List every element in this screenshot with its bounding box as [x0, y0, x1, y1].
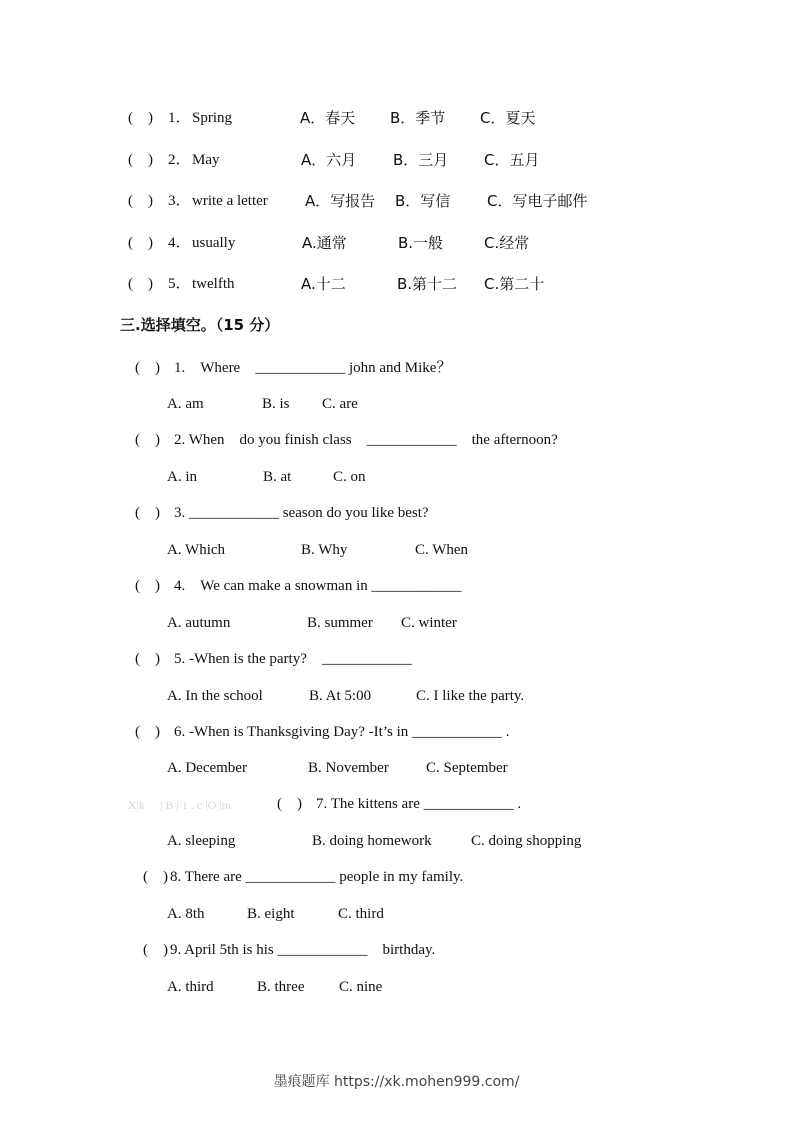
option-a: A.通常	[302, 234, 347, 252]
option-b: B. is	[262, 396, 290, 412]
option-c: C. When	[415, 542, 469, 558]
option-b: B. At 5:00	[309, 688, 372, 704]
question-stem: 6. -When is Thanksgiving Day? -It’s in ____________ .	[174, 724, 510, 740]
question-stem: 4. We can make a snowman in ____________	[174, 578, 462, 594]
option-a: A. sleeping	[167, 833, 236, 849]
option-c: C．五月	[484, 151, 540, 169]
option-c: C. September	[426, 760, 508, 776]
vocab-word: usually	[192, 235, 236, 251]
option-a: A．春天	[300, 109, 356, 127]
option-b: B. summer	[307, 615, 373, 631]
item-number: 4．	[168, 235, 191, 251]
item-number: 5．	[168, 276, 191, 292]
watermark-text: X|k | B | 1 . c |O |m	[128, 798, 232, 812]
option-a: A. Which	[167, 542, 226, 558]
answer-paren: ( )	[128, 193, 153, 209]
answer-paren: ( )	[128, 110, 153, 126]
option-b: B. Why	[301, 542, 348, 558]
question-stem: 3. ____________ season do you like best?	[174, 505, 429, 521]
option-c: C．夏天	[480, 109, 536, 127]
item-number: 2．	[168, 152, 191, 168]
option-a: A. 8th	[167, 906, 205, 922]
question-stem: 5. -When is the party? ____________	[174, 651, 412, 667]
vocab-word: write a letter	[192, 193, 268, 209]
vocab-word: May	[192, 152, 220, 168]
footer-source: 墨痕题库 https://xk.mohen999.com/	[273, 1074, 520, 1090]
option-c: C. winter	[401, 615, 457, 631]
answer-paren: ( )	[135, 651, 160, 667]
answer-paren: ( )	[135, 360, 160, 376]
answer-paren: ( )	[143, 869, 168, 885]
option-b: B．三月	[393, 151, 449, 169]
option-a: A. third	[167, 979, 214, 995]
question-stem: 1. Where ____________ john and Mike？	[174, 360, 452, 376]
question-stem: 9. April 5th is his ____________ birthday.	[170, 942, 436, 958]
option-c: C. I like the party.	[416, 688, 525, 704]
option-a: A. in	[167, 469, 197, 485]
answer-paren: ( )	[128, 152, 153, 168]
option-b: B.一般	[398, 234, 444, 252]
item-number: 3．	[168, 193, 191, 209]
option-c: C. third	[338, 906, 384, 922]
section-title: 三.选择填空。（15 分）	[120, 316, 280, 334]
option-c: C.第二十	[484, 275, 545, 293]
option-c: C．写电子邮件	[487, 192, 588, 210]
option-b: B．写信	[395, 192, 451, 210]
item-number: 1．	[168, 110, 191, 126]
answer-paren: ( )	[143, 942, 168, 958]
answer-paren: ( )	[135, 505, 160, 521]
answer-paren: ( )	[135, 578, 160, 594]
answer-paren: ( )	[128, 276, 153, 292]
question-stem: 2. When do you finish class ____________ the afternoon?	[174, 432, 558, 448]
option-c: C. on	[333, 469, 366, 485]
answer-paren: ( )	[135, 432, 160, 448]
vocab-word: Spring	[192, 110, 233, 126]
answer-paren: ( )	[135, 724, 160, 740]
option-b: B. November	[308, 760, 389, 776]
answer-paren: ( )	[277, 796, 302, 812]
option-b: B. eight	[247, 906, 295, 922]
option-c: C. nine	[339, 979, 383, 995]
vocab-word: twelfth	[192, 276, 235, 292]
option-b: B. doing homework	[312, 833, 432, 849]
option-a: A. In the school	[167, 688, 263, 704]
option-a: A．写报告	[305, 192, 376, 210]
question-stem: 8. There are ____________ people in my family.	[170, 869, 464, 885]
option-a: A. autumn	[167, 615, 231, 631]
option-c: C. doing shopping	[471, 833, 582, 849]
option-a: A. December	[167, 760, 247, 776]
option-b: B. at	[263, 469, 292, 485]
option-b: B. three	[257, 979, 305, 995]
option-a: A．六月	[301, 151, 357, 169]
option-a: A. am	[167, 396, 204, 412]
answer-paren: ( )	[128, 235, 153, 251]
option-b: B．季节	[390, 109, 446, 127]
option-b: B.第十二	[397, 275, 458, 293]
option-c: C.经常	[484, 234, 530, 252]
question-stem: 7. The kittens are ____________ .	[316, 796, 522, 812]
option-c: C. are	[322, 396, 358, 412]
option-a: A.十二	[301, 275, 346, 293]
